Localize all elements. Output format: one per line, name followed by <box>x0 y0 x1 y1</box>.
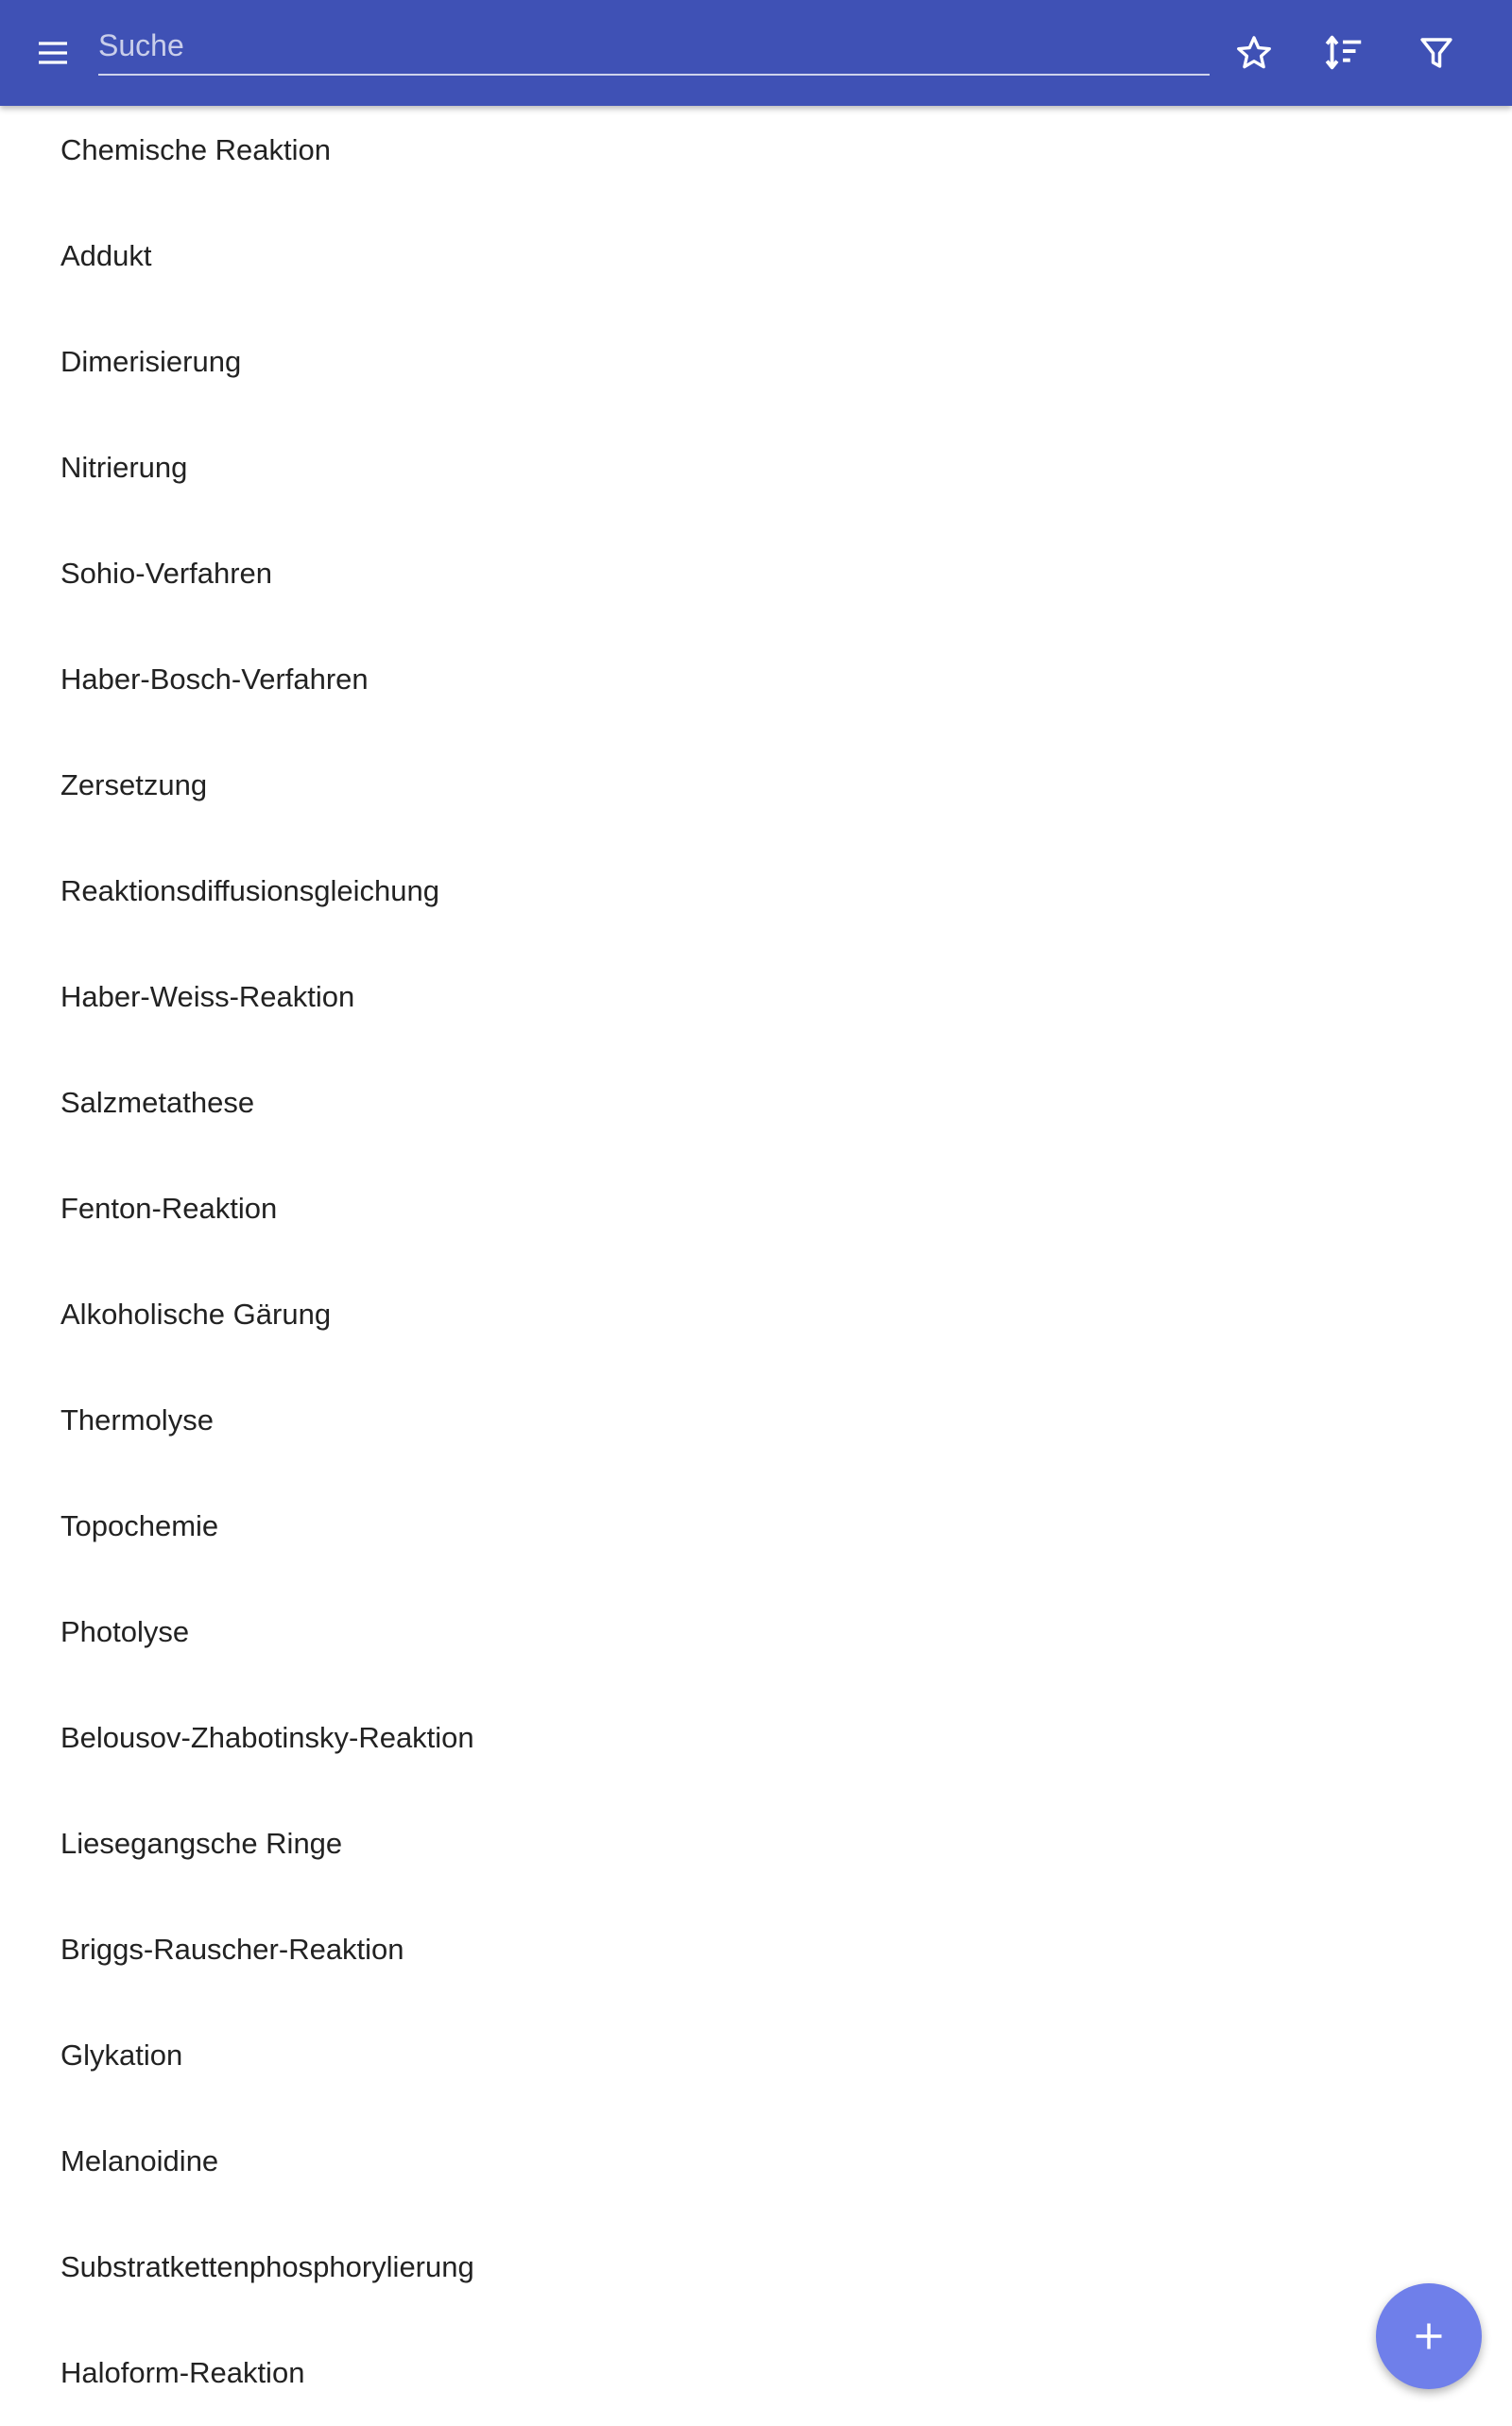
list-item[interactable]: Chemische Reaktion <box>60 133 332 166</box>
plus-icon <box>1411 2318 1447 2354</box>
list-item[interactable]: Glykation <box>60 2039 183 2072</box>
list-item[interactable]: Topochemie <box>60 1509 219 1542</box>
list-item[interactable]: Haber-Bosch-Verfahren <box>60 662 369 696</box>
list-item[interactable]: Belousov-Zhabotinsky-Reaktion <box>60 1721 474 1754</box>
list-item[interactable]: Haloform-Reaktion <box>60 2356 305 2389</box>
list-item[interactable]: Haber-Weiss-Reaktion <box>60 980 355 1013</box>
star-outline-icon <box>1234 33 1274 73</box>
list-item[interactable]: Dimerisierung <box>60 345 242 378</box>
list-item[interactable]: Reaktionsdiffusionsgleichung <box>60 874 439 907</box>
list-item[interactable]: Liesegangsche Ringe <box>60 1827 343 1860</box>
list-item[interactable]: Substratkettenphosphorylierung <box>60 2250 474 2283</box>
search-input[interactable] <box>98 17 1210 76</box>
hamburger-menu-icon <box>34 34 72 72</box>
sort-button[interactable] <box>1299 8 1390 98</box>
sort-icon <box>1323 31 1366 75</box>
reaction-list <box>0 97 1512 2426</box>
list-item[interactable]: Nitrierung <box>60 451 188 484</box>
list-item[interactable]: Melanoidine <box>60 2144 219 2177</box>
list-item[interactable]: Sohio-Verfahren <box>60 557 273 590</box>
app-bar <box>0 0 1512 106</box>
list-item[interactable]: Briggs-Rauscher-Reaktion <box>60 1933 404 1966</box>
list-item[interactable]: Thermolyse <box>60 1403 214 1437</box>
filter-button[interactable] <box>1391 8 1482 98</box>
list-item[interactable]: Zersetzung <box>60 768 208 801</box>
list-item[interactable]: Fenton-Reaktion <box>60 1192 278 1225</box>
add-button[interactable] <box>1376 2283 1482 2389</box>
list-item[interactable]: Addukt <box>60 239 152 272</box>
list-item[interactable]: Salzmetathese <box>60 1086 255 1119</box>
list-item[interactable]: Alkoholische Gärung <box>60 1298 332 1331</box>
filter-icon <box>1417 33 1456 73</box>
list-item[interactable]: Photolyse <box>60 1615 190 1648</box>
favorites-button[interactable] <box>1209 8 1299 98</box>
menu-button[interactable] <box>8 8 98 98</box>
